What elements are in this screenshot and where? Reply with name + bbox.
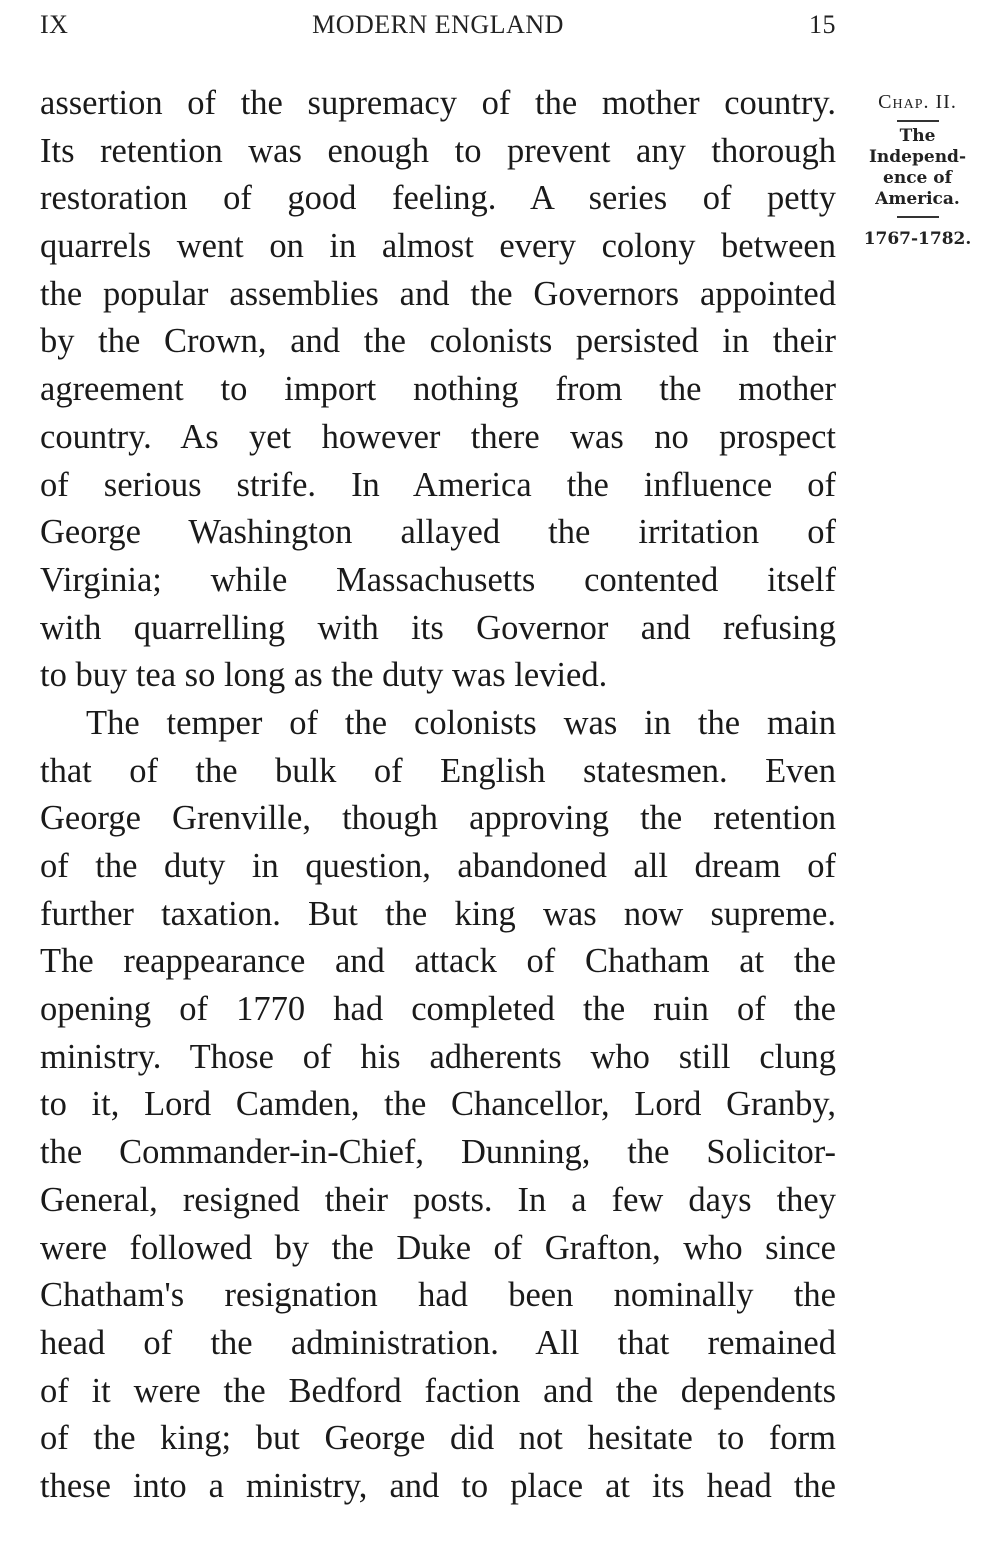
text-line: opening of 1770 had completed the ruin of the [40,990,836,1029]
chapter-numeral: IX [40,10,69,39]
margin-topic-line: Independ- [868,147,967,167]
text-line: agreement to import nothing from the mother [40,370,836,409]
text-line: quarrels went on in almost every colony between [40,227,836,266]
text-line: were followed by the Duke of Grafton, who since [40,1228,836,1267]
text-line: The reappearance and attack of Chatham at the [40,942,836,981]
text-line: of it were the Bedford faction and the dependents [40,1371,836,1410]
margin-chapter: Chap. II. [878,91,957,113]
margin-rule [897,216,939,218]
text-line: restoration of good feeling. A series of petty [40,179,836,218]
text-line: further taxation. But the king was now supreme. [40,894,836,933]
text-line: assertion of the supremacy of the mother country. [40,84,836,122]
text-line: these into a ministry, and to place at its head the [40,1466,836,1505]
text-line: Virginia; while Massachusetts contented itself [40,560,836,599]
text-line: Its retention was enough to prevent any thorough [40,131,836,170]
margin-topic-line: The [899,126,936,146]
running-header [40,10,836,46]
text-line: of serious strife. In America the influence of [40,465,836,504]
text-line: Chatham's resignation had been nominally the [40,1276,836,1315]
text-line: General, resigned their posts. In a few days they [40,1180,836,1219]
running-title: MODERN ENGLAND [312,10,564,39]
text-line: the popular assemblies and the Governors appointed [40,274,836,313]
text-line: head of the administration. All that remained [40,1323,836,1362]
text-line: George Grenville, though approving the retention [40,799,836,838]
margin-note [855,90,980,250]
text-line: that of the bulk of English statesmen. Even [40,751,836,790]
body-text [40,80,836,1511]
margin-topic [855,126,980,216]
text-line: of the duty in question, abandoned all dream of [40,847,836,885]
margin-rule [897,120,939,122]
text-line: ministry. Those of his adherents who still clung [40,1037,836,1076]
paragraph-first-line: The temper of the colonists was in the main [86,703,836,742]
margin-years: 1767-1782. [863,229,972,249]
text-line: by the Crown, and the colonists persisted in their [40,322,836,361]
text-line: to it, Lord Camden, the Chancellor, Lord Granby, [40,1085,836,1124]
text-line: country. As yet however there was no prospect [40,417,836,456]
paragraph-last-line: to buy tea so long as the duty was levied. [40,656,608,695]
margin-topic-line: ence of [883,168,952,188]
text-line: of the king; but George did not hesitate to form [40,1419,836,1458]
text-line: George Washington allayed the irritation of [40,513,836,552]
margin-topic-line: America. [875,189,960,209]
text-line: the Commander-in-Chief, Dunning, the Solicitor- [40,1133,836,1172]
page-number: 15 [809,10,836,39]
text-line: with quarrelling with its Governor and refusing [40,608,836,647]
